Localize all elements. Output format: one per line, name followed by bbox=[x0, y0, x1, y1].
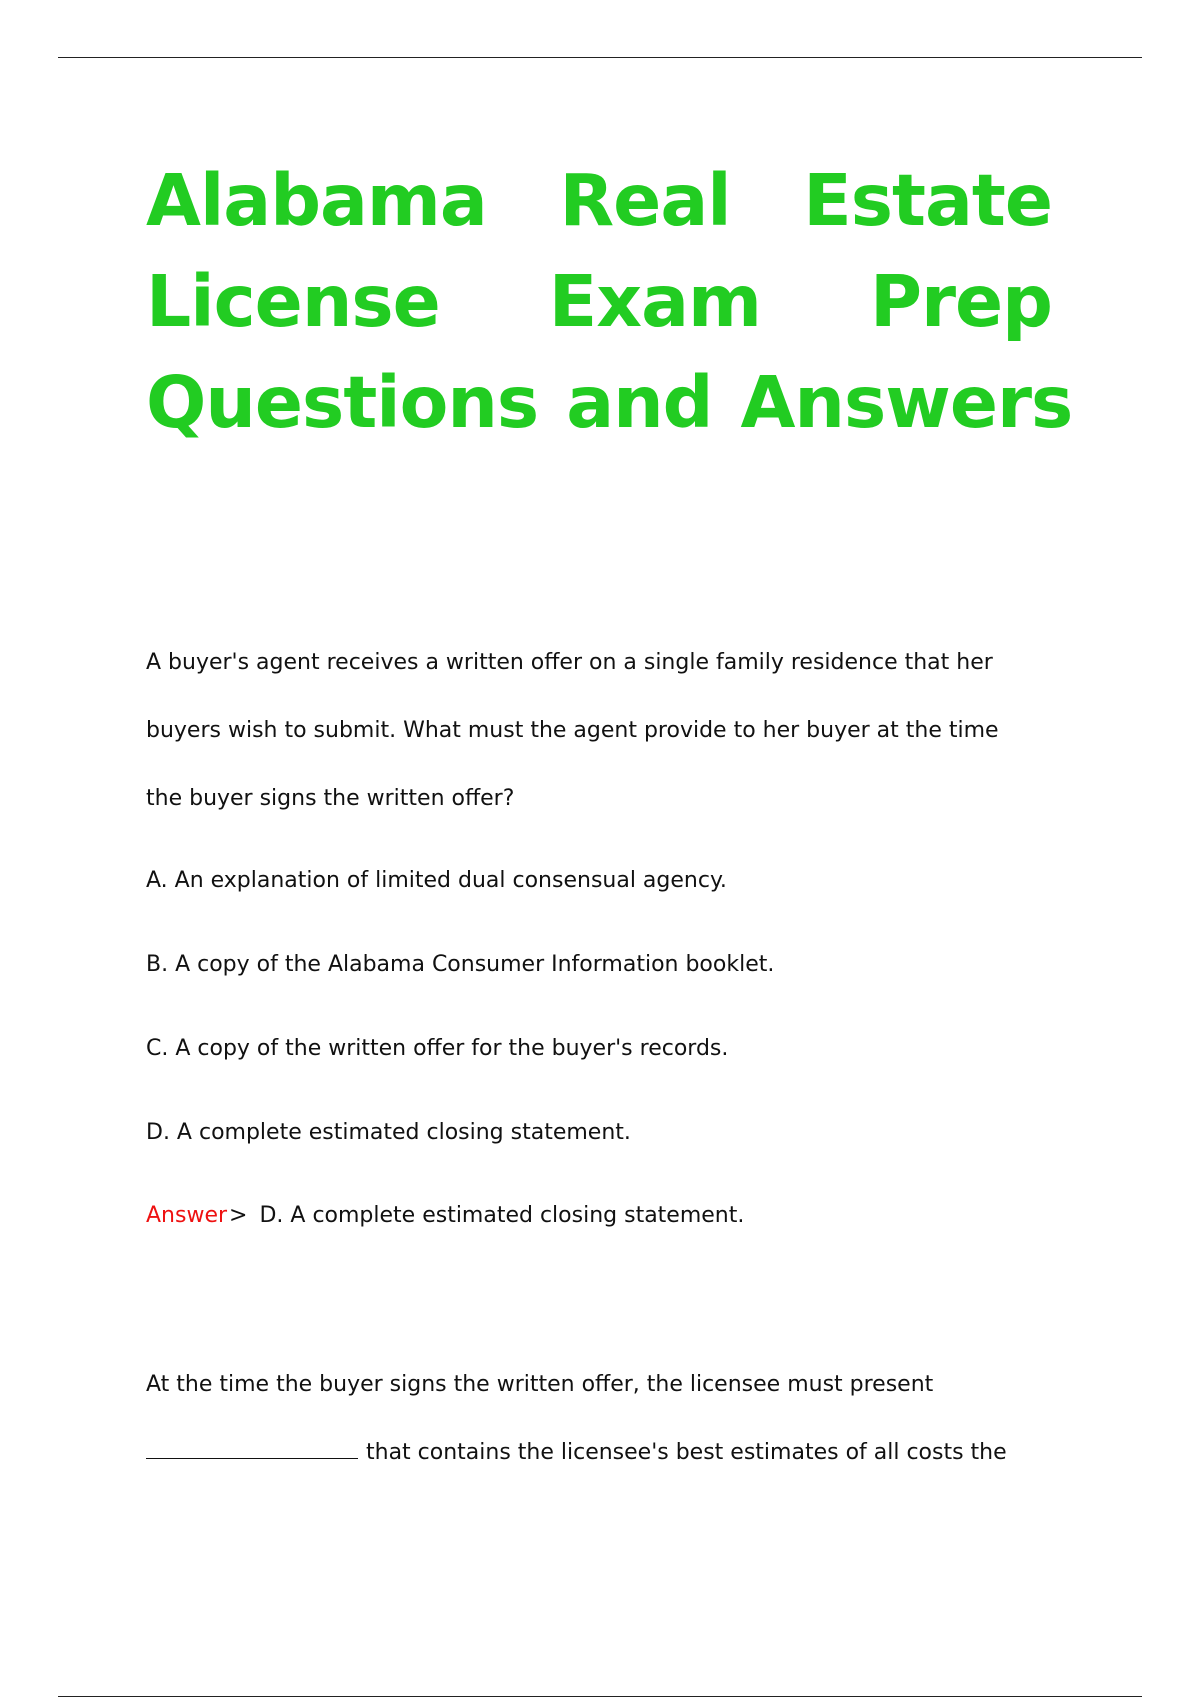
title-line-3 bbox=[146, 352, 1073, 453]
title-line-2 bbox=[146, 251, 1052, 352]
title-word: License bbox=[146, 260, 440, 343]
question-1-line: the buyer signs the written offer? bbox=[146, 786, 515, 811]
answer-line bbox=[146, 1201, 744, 1231]
title-word: Real bbox=[559, 159, 731, 242]
top-rule bbox=[58, 57, 1142, 58]
answer-text: D. A complete estimated closing statement. bbox=[259, 1203, 745, 1228]
title-word: Exam bbox=[548, 260, 761, 343]
title-word: Questions bbox=[146, 361, 539, 444]
title-word: Answers bbox=[740, 361, 1073, 444]
option-c: C. A copy of the written offer for the buyer's records. bbox=[146, 1036, 729, 1061]
option-a: A. An explanation of limited dual consensual agency. bbox=[146, 868, 727, 893]
title-word: Estate bbox=[803, 159, 1052, 242]
question-1-text bbox=[146, 629, 1066, 833]
question-2-text bbox=[146, 1351, 1066, 1487]
question-2-line: At the time the buyer signs the written offer, the licensee must present bbox=[146, 1372, 934, 1397]
question-2-line-with-blank bbox=[146, 1419, 1066, 1487]
document-title bbox=[146, 150, 1073, 453]
question-2-line-text: that contains the licensee's best estimates of all costs the bbox=[366, 1440, 1007, 1465]
fill-in-blank bbox=[146, 1436, 358, 1459]
title-word: Alabama bbox=[146, 159, 487, 242]
answer-label: Answer bbox=[146, 1203, 228, 1228]
title-line-1 bbox=[146, 150, 1052, 251]
title-word: and bbox=[566, 361, 713, 444]
option-d: D. A complete estimated closing statement. bbox=[146, 1120, 631, 1145]
answer-arrow: > bbox=[229, 1203, 248, 1228]
question-1-line: buyers wish to submit. What must the agent provide to her buyer at the time bbox=[146, 718, 999, 743]
option-b: B. A copy of the Alabama Consumer Information booklet. bbox=[146, 952, 775, 977]
question-1-line: A buyer's agent receives a written offer on a single family residence that her bbox=[146, 650, 993, 675]
title-word: Prep bbox=[869, 260, 1052, 343]
bottom-rule bbox=[58, 1696, 1142, 1697]
